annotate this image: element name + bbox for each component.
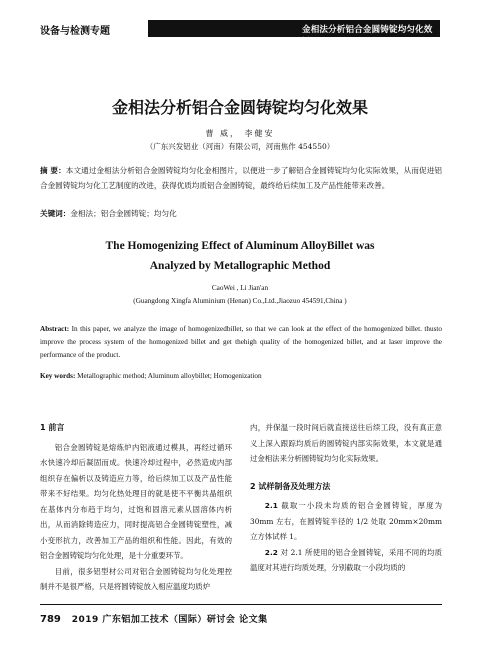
keywords-en	[40, 370, 442, 382]
section-2-1-label: 2.1	[264, 501, 278, 510]
abstract-en-label: Abstract:	[40, 325, 70, 333]
section-1-heading: 1 前言	[40, 423, 65, 432]
header-section: 设备与检测专题	[40, 26, 110, 37]
page-footer	[40, 612, 268, 625]
keywords-zh-text: 金相法；铝合金圆铸锭；均匀化	[70, 209, 177, 218]
abstract-en-text: In this paper, we analyze the image of homogenizedbillet, so that we can look at the effect of the homogenized billet. thusto improve the process system of the homogenized billet and get thehigh quality of the homogenized billet, and at laser improve the performance of the product.	[40, 325, 442, 359]
section-1-paragraph-2: 目前，很多铝型材公司对铝合金圆铸锭均匀化处理控制并不是很严格，只是将圆铸锭放入相应温度均质炉	[40, 566, 232, 591]
affiliation-zh: （广东兴发铝业（河南）有限公司，河南焦作 454550）	[145, 142, 335, 151]
section-1-paragraph-2-cont: 内，并保温一段时间后就直接送往后续工段，没有真正意义上深入跟踪均质后的圆铸锭内部实际效果，本文就是通过金相法来分析圆铸锭均匀化实际效果。	[250, 423, 442, 463]
affiliation-en: (Guangdong Xingfa Aluminium (Henan) Co.,Ltd.,Jiaozuo 454591,China )	[133, 297, 347, 305]
section-1-paragraph-1: 铝合金圆铸锭是熔炼炉内铝液通过模具，再经过循环水快速冷却后凝固而成。快速冷却过程中，必然造成内部组织存在偏析以及铸造应力等，给后续加工以及产品性能带来不好结果。均匀化热处理目的就是使不平衡共晶组织在基体内分布趋于均匀，过饱和固溶元素从固溶体内析出，从而消除铸造应力，同时提高铝合金圆铸锭塑性，减小变形抗力，改善加工产品的组织和性能。因此，有效的铝合金圆铸锭均匀化处理，是十分重要环节。	[40, 442, 232, 560]
right-column	[250, 420, 442, 576]
section-2-heading: 2 试样制备及处理方法	[250, 481, 331, 491]
section-2-1-paragraph	[250, 498, 442, 545]
section-2-2-paragraph	[250, 545, 442, 576]
header-title-bar	[148, 20, 440, 47]
keywords-en-text: Metallographic method; Aluminum alloybillet; Homogenization	[75, 372, 262, 380]
section-2-2-label: 2.2	[264, 547, 278, 557]
abstract-zh-text: 本文通过金相法分析铝合金圆铸锭均匀化金相图片，以便进一步了解铝合金圆铸锭均匀化实际效果，从而促进铝合金圆铸锭均匀化工艺制度的改进，获得优质均质铝合金圆铸锭，最终给后续加工及产品性能带来改善。	[40, 166, 442, 190]
journal-name: 2019 广东铝加工技术（国际）研讨会 论文集	[71, 615, 268, 625]
left-column	[40, 420, 232, 595]
abstract-zh-label: 摘 要：	[40, 166, 66, 175]
abstract-en	[40, 323, 442, 362]
title-en-line1: The Homogenizing Effect of Aluminum AlloyBillet was	[105, 240, 375, 252]
authors-en: CaoWei , Li Jian'an	[211, 284, 269, 292]
title-en-line2: Analyzed by Metallographic Method	[149, 260, 331, 272]
footer-rule	[40, 604, 442, 605]
page-number: 789	[40, 614, 61, 625]
title-en	[0, 236, 480, 276]
authors-zh: 曹 威， 李健安	[205, 129, 275, 138]
abstract-zh	[40, 163, 442, 193]
title-zh: 金相法分析铝合金圆铸锭均匀化效果	[111, 98, 368, 117]
keywords-en-label: Key words:	[40, 372, 76, 380]
keywords-zh	[40, 207, 442, 220]
section-2-1-text: 截取一小段未均质的铝合金圆铸锭，厚度为 30mm 左右，在圆铸锭半径的 1/2 处取 20mm×20mm 立方体试样 1。	[250, 501, 442, 541]
keywords-zh-label: 关键词：	[40, 209, 71, 218]
section-2-2-text: 对 2.1 所使用的铝合金圆铸锭，采用不同的均质温度对其进行均质处理，分别截取一小段均质的	[250, 547, 442, 572]
running-header	[0, 0, 480, 47]
header-running-title: 金相法分析铝合金圆铸锭均匀化效果	[302, 25, 433, 47]
